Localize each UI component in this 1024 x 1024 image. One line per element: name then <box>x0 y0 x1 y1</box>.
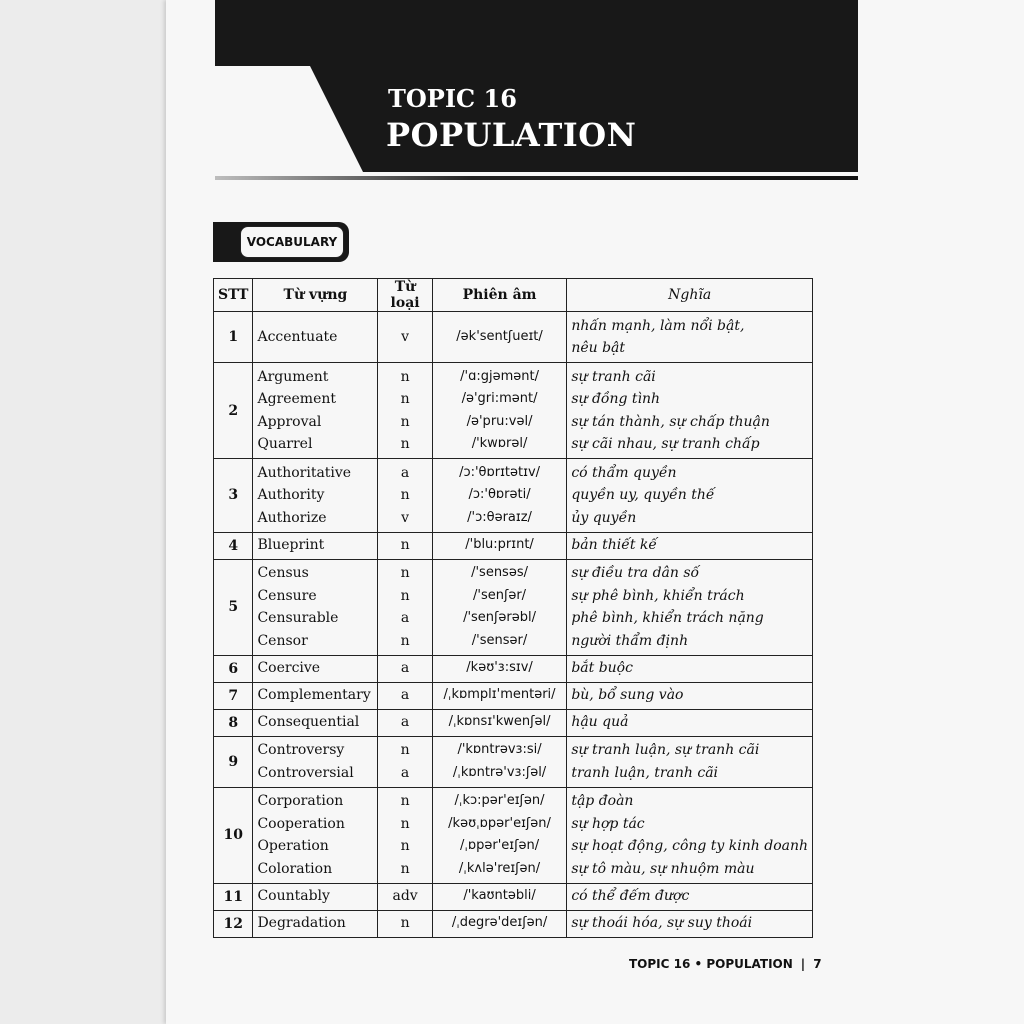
cell-ipa-line: /'kaʊntəbli/ <box>463 888 536 904</box>
cell-meaning-line: người thẩm định <box>571 632 689 649</box>
table-body <box>214 312 813 938</box>
cell-pos <box>378 787 432 883</box>
header-pos: Từ loại <box>378 279 432 312</box>
cell-word-line: Controversial <box>257 764 354 781</box>
cell-pos <box>378 655 432 682</box>
cell-ipa-line: /ˌkɒnsɪ'kwenʃəl/ <box>448 714 551 730</box>
cell-word-line: Corporation <box>257 793 344 809</box>
cell-meaning-line: phê bình, khiển trách nặng <box>571 610 764 626</box>
cell-meaning <box>567 532 813 559</box>
cell-ipa-line: /'kɒntrəvɜ:si/ <box>457 742 542 757</box>
cell-pos-line: n <box>400 838 410 854</box>
table-row <box>214 709 813 736</box>
cell-ipa <box>432 655 567 682</box>
cell-ipa-line: /kəʊ'ɜ:sɪv/ <box>466 660 533 676</box>
cell-word-line: Accentuate <box>257 328 338 345</box>
cell-stt: 11 <box>214 883 253 910</box>
cell-word <box>253 910 378 937</box>
cell-word <box>253 787 378 883</box>
cell-pos <box>378 363 432 459</box>
cell-pos-line: a <box>400 610 410 626</box>
table-row <box>214 559 813 655</box>
table-row <box>214 682 813 709</box>
cell-pos-line: n <box>400 368 410 385</box>
header-ipa: Phiên âm <box>432 279 567 312</box>
cell-meaning <box>567 655 813 682</box>
cell-pos <box>378 910 432 937</box>
cell-word-line: Blueprint <box>257 537 325 554</box>
cell-word-line: Complementary <box>257 687 371 704</box>
cell-word-line: Census <box>257 565 309 581</box>
cell-meaning <box>567 910 813 937</box>
cell-pos-line: n <box>400 915 410 932</box>
cell-meaning-line: sự tán thành, sự chấp thuận <box>571 413 770 430</box>
cell-meaning-line: có thể đếm được <box>571 888 690 905</box>
cell-ipa-line: /ək'sentʃueɪt/ <box>456 328 543 344</box>
cell-pos-line: n <box>400 487 410 503</box>
cell-word-line: Censurable <box>257 610 339 626</box>
cell-ipa-line: /ə'gri:mənt/ <box>461 391 538 406</box>
cell-pos-line: a <box>400 687 410 704</box>
cell-meaning <box>567 736 813 787</box>
table-row <box>214 459 813 533</box>
cell-stt: 9 <box>214 736 253 787</box>
cell-stt: 6 <box>214 655 253 682</box>
section-label: VOCABULARY <box>240 226 344 258</box>
cell-word <box>253 682 378 709</box>
cell-meaning-line: nhấn mạnh, làm nổi bật, <box>571 317 745 334</box>
cell-stt: 1 <box>214 312 253 363</box>
cell-meaning <box>567 559 813 655</box>
cell-ipa-line: /'blu:prɪnt/ <box>465 537 534 553</box>
cell-pos-line: a <box>400 660 410 677</box>
cell-meaning-line: sự đồng tình <box>571 391 661 407</box>
footer-separator: | <box>800 957 806 971</box>
cell-word-line: Coercive <box>257 660 321 677</box>
cell-meaning-line: sự thoái hóa, sự suy thoái <box>571 915 753 932</box>
cell-word <box>253 883 378 910</box>
header-word: Từ vựng <box>253 279 378 312</box>
cell-word-line: Agreement <box>257 391 336 407</box>
cell-meaning-line: sự tranh cãi <box>571 368 656 385</box>
cell-pos <box>378 736 432 787</box>
cell-meaning <box>567 883 813 910</box>
cell-meaning-line: sự phê bình, khiển trách <box>571 587 745 604</box>
page-number: 7 <box>813 957 822 971</box>
cell-ipa-line: /ɔ:'θɒrəti/ <box>468 487 531 502</box>
cell-pos <box>378 883 432 910</box>
topic-label: TOPIC 16 <box>388 84 517 113</box>
cell-meaning-line: quyền uy, quyền thế <box>571 487 715 503</box>
cell-pos <box>378 312 432 363</box>
cell-ipa <box>432 883 567 910</box>
cell-meaning <box>567 459 813 533</box>
cell-pos <box>378 532 432 559</box>
cell-meaning-line: ủy quyền <box>571 509 637 526</box>
cell-word <box>253 709 378 736</box>
cell-word-line: Argument <box>257 368 329 385</box>
cell-ipa <box>432 459 567 533</box>
cell-ipa <box>432 532 567 559</box>
header-meaning: Nghĩa <box>567 279 813 312</box>
cell-ipa-line: /ˌɒpər'eɪʃən/ <box>459 838 540 853</box>
cell-word <box>253 459 378 533</box>
cell-ipa <box>432 787 567 883</box>
table-row <box>214 312 813 363</box>
cell-meaning-line: hậu quả <box>571 714 629 731</box>
cell-word-line: Operation <box>257 838 329 854</box>
page-title: POPULATION <box>386 116 637 154</box>
cell-pos-line: n <box>400 793 410 809</box>
cell-pos-line: n <box>400 587 410 604</box>
cell-stt: 7 <box>214 682 253 709</box>
cell-word-line: Authorize <box>257 509 327 526</box>
cell-word-line: Approval <box>257 413 322 430</box>
cell-meaning-line: sự hoạt động, công ty kinh doanh <box>571 838 808 854</box>
cell-stt: 5 <box>214 559 253 655</box>
cell-ipa-line: /ˌkɒmplɪ'mentəri/ <box>443 687 556 703</box>
cell-pos-line: a <box>400 464 410 481</box>
cell-ipa-line: /'kwɒrəl/ <box>471 436 528 451</box>
vocabulary-table <box>213 278 813 938</box>
cell-meaning-line: nêu bật <box>571 340 626 356</box>
table-row <box>214 910 813 937</box>
cell-word-line: Cooperation <box>257 815 345 832</box>
page-footer <box>629 957 822 971</box>
cell-pos-line: a <box>400 764 410 781</box>
cell-ipa-line: /'ɔ:θəraɪz/ <box>467 509 532 525</box>
cell-pos-line: n <box>400 742 410 758</box>
cell-pos <box>378 709 432 736</box>
cell-word-line: Countably <box>257 888 330 905</box>
cell-word <box>253 532 378 559</box>
cell-ipa <box>432 910 567 937</box>
table-row <box>214 736 813 787</box>
cell-meaning <box>567 682 813 709</box>
cell-ipa <box>432 312 567 363</box>
cell-word <box>253 559 378 655</box>
table-row <box>214 655 813 682</box>
cell-ipa-line: /kəʊˌɒpər'eɪʃən/ <box>448 815 551 831</box>
cell-ipa <box>432 709 567 736</box>
cell-pos-line: n <box>400 632 410 649</box>
table-header-row <box>214 279 813 312</box>
cell-meaning-line: sự tranh luận, sự tranh cãi <box>571 742 760 758</box>
cell-pos <box>378 682 432 709</box>
cell-pos-line: v <box>401 509 410 526</box>
cell-ipa <box>432 682 567 709</box>
cell-stt: 10 <box>214 787 253 883</box>
cell-meaning-line: có thẩm quyền <box>571 464 677 481</box>
cell-meaning <box>567 363 813 459</box>
header-stt: STT <box>214 279 253 312</box>
cell-meaning <box>567 312 813 363</box>
cell-word-line: Consequential <box>257 714 360 731</box>
cell-pos-line: n <box>400 391 410 407</box>
cell-word-line: Quarrel <box>257 436 313 452</box>
cell-ipa-line: /ˌdegrə'deɪʃən/ <box>451 915 548 931</box>
cell-stt: 12 <box>214 910 253 937</box>
cell-stt: 3 <box>214 459 253 533</box>
cell-meaning-line: tập đoàn <box>571 793 634 809</box>
cell-word <box>253 312 378 363</box>
cell-meaning-line: bản thiết kế <box>571 537 657 554</box>
cell-pos-line: v <box>401 328 410 345</box>
cell-stt: 4 <box>214 532 253 559</box>
cell-meaning-line: bắt buộc <box>571 660 633 677</box>
cell-ipa-line: /'senʃərəbl/ <box>463 610 536 625</box>
table-row <box>214 787 813 883</box>
table-row <box>214 532 813 559</box>
cell-pos-line: adv <box>392 888 418 905</box>
cell-meaning-line: sự tô màu, sự nhuộm màu <box>571 860 755 877</box>
cell-pos-line: a <box>400 714 410 731</box>
cell-meaning <box>567 709 813 736</box>
footer-running-title: TOPIC 16 • POPULATION <box>629 957 793 971</box>
cell-ipa-line: /ɔ:'θɒrɪtətɪv/ <box>459 464 541 480</box>
cell-word-line: Censor <box>257 632 308 649</box>
cell-pos <box>378 459 432 533</box>
cell-ipa <box>432 363 567 459</box>
cell-stt: 8 <box>214 709 253 736</box>
cell-pos-line: n <box>400 815 410 832</box>
table-row <box>214 363 813 459</box>
cell-ipa-line: /ˌkʌlə'reɪʃən/ <box>458 860 541 876</box>
cell-pos-line: n <box>400 860 410 877</box>
cell-stt: 2 <box>214 363 253 459</box>
cell-meaning-line: tranh luận, tranh cãi <box>571 764 719 781</box>
cell-ipa-line: /ˌkɔ:pər'eɪʃən/ <box>454 793 545 808</box>
cell-pos-line: n <box>400 565 410 581</box>
cell-ipa-line: /'senʃər/ <box>473 587 527 603</box>
table-row <box>214 883 813 910</box>
cell-meaning-line: sự điều tra dân số <box>571 565 700 581</box>
cell-word <box>253 736 378 787</box>
cell-pos <box>378 559 432 655</box>
cell-word <box>253 363 378 459</box>
cell-pos-line: n <box>400 413 410 430</box>
cell-ipa <box>432 736 567 787</box>
cell-ipa-line: /ə'pru:vəl/ <box>466 413 533 429</box>
cell-word <box>253 655 378 682</box>
cell-ipa-line: /'ɑ:gjəmənt/ <box>460 368 539 384</box>
cell-meaning-line: sự cãi nhau, sự tranh chấp <box>571 436 760 452</box>
cell-word-line: Controversy <box>257 742 345 758</box>
cell-ipa-line: /'sensəs/ <box>471 565 528 580</box>
cell-word-line: Degradation <box>257 915 346 932</box>
cell-pos-line: n <box>400 537 410 554</box>
cell-ipa-line: /'sensər/ <box>471 632 528 648</box>
cell-word-line: Censure <box>257 587 317 604</box>
cell-word-line: Authority <box>257 487 325 503</box>
cell-word-line: Authoritative <box>257 464 352 481</box>
cell-meaning <box>567 787 813 883</box>
header-divider <box>215 176 858 180</box>
cell-ipa <box>432 559 567 655</box>
cell-ipa-line: /ˌkɒntrə'vɜ:ʃəl/ <box>452 764 547 780</box>
cell-meaning-line: bù, bổ sung vào <box>571 687 684 704</box>
cell-word-line: Coloration <box>257 860 333 877</box>
cell-meaning-line: sự hợp tác <box>571 815 645 832</box>
cell-pos-line: n <box>400 436 410 452</box>
